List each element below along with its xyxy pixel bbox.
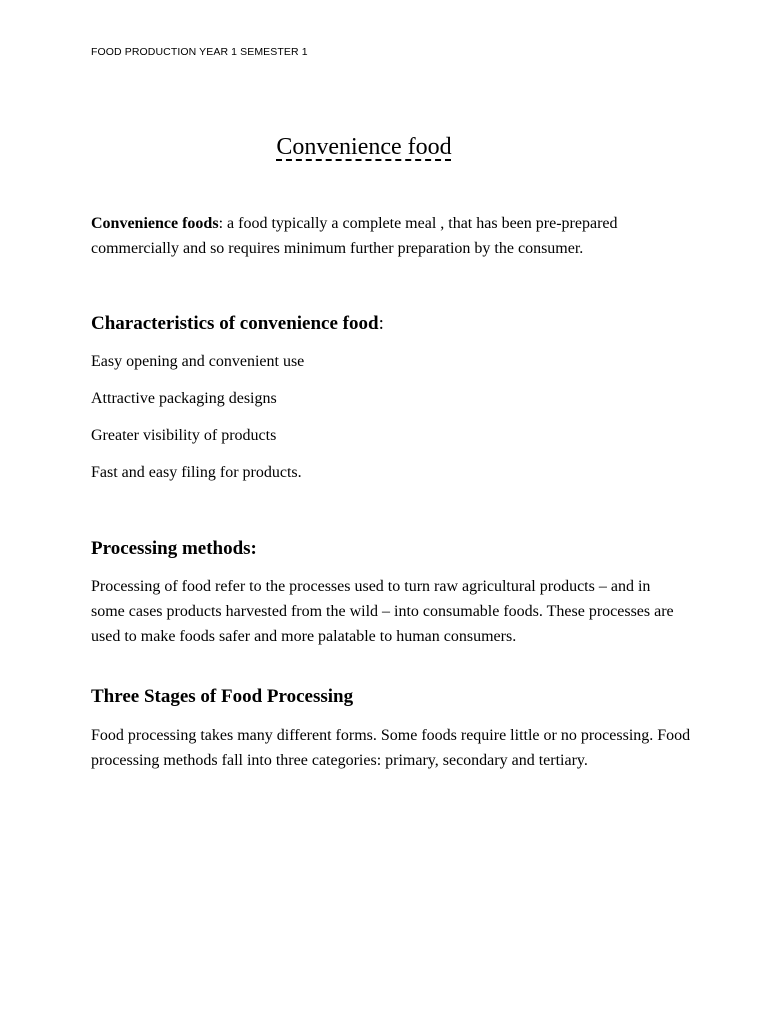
- stages-heading: Three Stages of Food Processing: [91, 686, 354, 707]
- characteristics-heading-colon: :: [378, 313, 384, 334]
- characteristic-item: Attractive packaging designs: [91, 390, 277, 407]
- characteristic-item: Easy opening and convenient use: [91, 353, 305, 370]
- page-header: FOOD PRODUCTION YEAR 1 SEMESTER 1: [91, 46, 308, 58]
- page-title-text: Convenience food: [276, 134, 452, 160]
- definition-text: : a food typically a complete meal , that has been pre-prepared commercially and so requires minimum further preparation by the consumer.: [91, 215, 618, 257]
- processing-paragraph: Processing of food refer to the processes used to turn raw agricultural products – and in some cases products harvested from the wild – into consumable foods. These processes are used to make foods safer and more palatable to human consumers.: [91, 578, 674, 645]
- characteristic-item: Fast and easy filing for products.: [91, 464, 302, 481]
- definition-term: Convenience foods: [91, 215, 219, 232]
- characteristics-heading-text: Characteristics of convenience food: [91, 313, 379, 334]
- characteristics-heading: [91, 312, 384, 336]
- page-title: [0, 132, 728, 162]
- processing-heading: Processing methods:: [91, 538, 257, 559]
- characteristic-item: Greater visibility of products: [91, 427, 277, 444]
- definition-paragraph: [91, 211, 691, 261]
- stages-paragraph: Food processing takes many different forms. Some foods require little or no processing. Food processing methods fall into three categories: primary, secondary and tertiary.: [91, 727, 691, 769]
